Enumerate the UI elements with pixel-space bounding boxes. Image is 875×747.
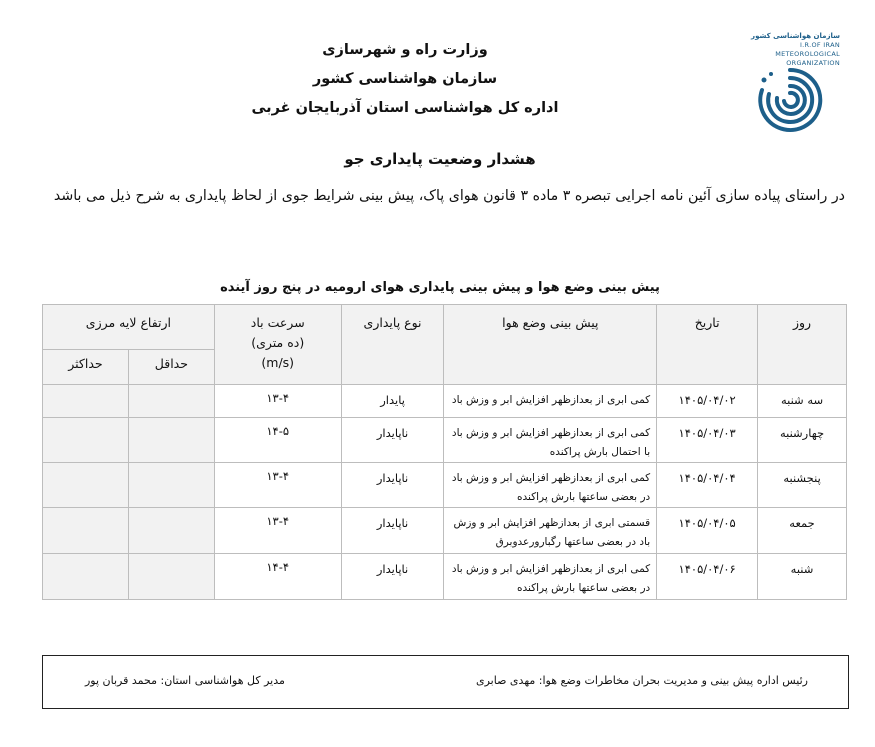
signature-box: [42, 655, 849, 709]
cell-day: شنبه: [758, 554, 847, 600]
header-forecast: پیش بینی وضع هوا: [444, 305, 657, 385]
header-min: حداقل: [128, 350, 214, 385]
cell-wind: ۱۳-۴: [214, 385, 341, 418]
header-max: حداکثر: [43, 350, 129, 385]
table-row: [43, 463, 847, 508]
document-title: هشدار وضعیت پایداری جو: [344, 150, 536, 168]
cell-day: جمعه: [758, 508, 847, 554]
cell-day: چهارشنبه: [758, 418, 847, 463]
table-title: پیش بینی وضع هوا و پیش بینی پایداری هوای ارومیه در پنج روز آینده: [220, 280, 660, 295]
cell-day: پنجشنبه: [758, 463, 847, 508]
cell-max: [43, 508, 129, 554]
header-wind-line1: سرعت باد: [250, 315, 305, 330]
cell-max: [43, 418, 129, 463]
header-day: روز: [758, 305, 847, 385]
cell-date: ۱۴۰۵/۰۴/۰۳: [657, 418, 758, 463]
cell-day: سه شنبه: [758, 385, 847, 418]
letterhead: [180, 36, 630, 123]
cell-forecast: کمی ابری از بعدازظهر افزایش ابر و وزش باد در بعضی ساعتها بارش پراکنده: [444, 463, 657, 508]
cell-wind: ۱۳-۴: [214, 463, 341, 508]
cell-max: [43, 463, 129, 508]
cell-wind: ۱۴-۵: [214, 418, 341, 463]
cell-max: [43, 385, 129, 418]
cell-stability: ناپایدار: [341, 508, 444, 554]
logo-en-line3: ORGANIZATION: [786, 59, 840, 67]
cell-date: ۱۴۰۵/۰۴/۰۴: [657, 463, 758, 508]
logo-en-line1: I.R.OF IRAN: [799, 41, 840, 49]
cell-stability: ناپایدار: [341, 554, 444, 600]
table-row: [43, 385, 847, 418]
table-row: [43, 554, 847, 600]
logo-spiral-icon: [756, 66, 824, 134]
cell-forecast: کمی ابری از بعدازظهر افزایش ابر و وزش باد در بعضی ساعتها بارش پراکنده: [444, 554, 657, 600]
cell-min: [128, 463, 214, 508]
logo-fa-text: سازمان هواشناسی کشور: [751, 32, 840, 40]
cell-forecast: کمی ابری از بعدازظهر افزایش ابر و وزش باد: [444, 385, 657, 418]
cell-date: ۱۴۰۵/۰۴/۰۶: [657, 554, 758, 600]
header-wind: [214, 305, 341, 385]
organization-name: سازمان هواشناسی کشور: [312, 71, 498, 87]
cell-date: ۱۴۰۵/۰۴/۰۵: [657, 508, 758, 554]
table-row: [43, 508, 847, 554]
cell-stability: ناپایدار: [341, 463, 444, 508]
cell-forecast: کمی ابری از بعدازظهر افزایش ابر و وزش باد با احتمال بارش پراکنده: [444, 418, 657, 463]
cell-stability: پایدار: [341, 385, 444, 418]
header-wind-line3: (m/s): [261, 355, 295, 370]
forecast-table: [42, 304, 847, 600]
cell-wind: ۱۴-۴: [214, 554, 341, 600]
intro-paragraph: در راستای پیاده سازی آئین نامه اجرایی تبصره ۳ ماده ۳ قانون هوای پاک، پیش بینی شرایط جوی از لحاظ پایداری به شرح ذیل می باشد: [53, 188, 845, 204]
logo-en-line2: METEOROLOGICAL: [775, 50, 840, 58]
header-stability: نوع پایداری: [341, 305, 444, 385]
cell-wind: ۱۳-۴: [214, 508, 341, 554]
table-row: [43, 418, 847, 463]
header-boundary-layer: ارتفاع لایه مرزی: [43, 305, 215, 350]
cell-date: ۱۴۰۵/۰۴/۰۲: [657, 385, 758, 418]
cell-forecast: قسمتی ابری از بعدازظهر افزایش ابر و وزش باد در بعضی ساعتها رگبارورعدوبرق: [444, 508, 657, 554]
meteorological-organization-logo: [712, 30, 842, 130]
header-wind-line2: (ده متری): [251, 335, 305, 350]
cell-min: [128, 554, 214, 600]
cell-stability: ناپایدار: [341, 418, 444, 463]
ministry-name: وزارت راه و شهرسازی: [322, 42, 488, 58]
head-of-forecast-signature: رئیس اداره پیش بینی و مدیریت بحران مخاطرات وضع هوا: مهدی صابری: [476, 674, 808, 687]
director-signature: مدیر کل هواشناسی استان: محمد قربان پور: [85, 674, 285, 687]
cell-min: [128, 418, 214, 463]
header-date: تاریخ: [657, 305, 758, 385]
cell-min: [128, 508, 214, 554]
department-name: اداره کل هواشناسی استان آذربایجان غربی: [251, 100, 559, 116]
cell-min: [128, 385, 214, 418]
cell-max: [43, 554, 129, 600]
